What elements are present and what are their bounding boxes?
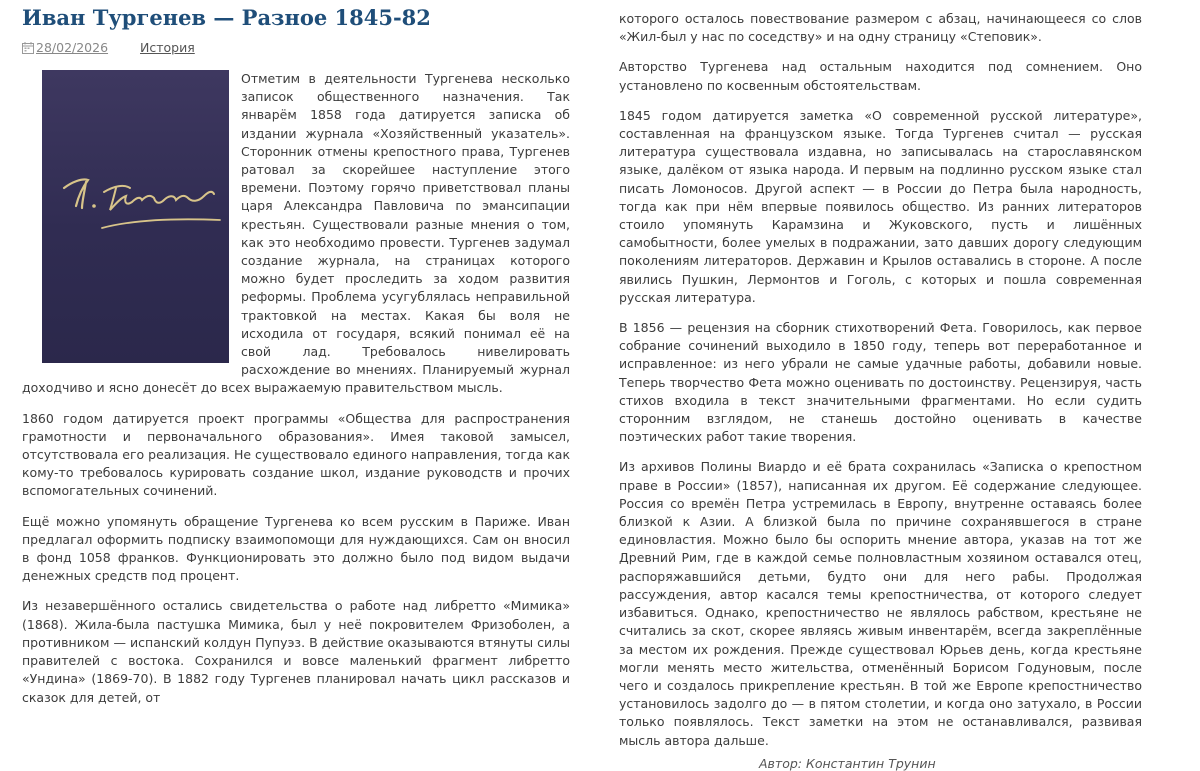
left-column [22,6,570,719]
book-cover-image [42,70,229,363]
paragraph: которого осталось повествование размером с абзац, начинающееся со слов «Жил-был у нас по соседству» и на одну страницу «Степовик». [619,11,1142,45]
paragraph: Из незавершённого остались свидетельства о работе над либретто «Мимика» (1868). Жила-была пастушка Мимика, был у неё покровителем Фризоболен, а противником — испанский колдун Пупуэз. В действие оказываются втянуты силы правителей с востока. Сохранился и вовсе маленький фрагмент либретто «Ундина» (1869-70). В 1882 году Тургенев планировал начать цикл рассказов и сказок для детей, от [22,598,570,705]
category-link[interactable]: История [140,40,195,55]
author-credit: Автор: Константин Трунин [759,755,936,771]
calendar-icon [22,42,34,58]
right-column [619,10,1142,771]
article-meta [22,40,570,58]
paragraph: 1845 годом датируется заметка «О современной русской литературе», составленная на французском языке. Тогда Тургенев считал — русская литература существовала издавна, но записывалась на старославянском языке, далёком от языка народа. И первым на подлинно русском языке стал писать Ломоносов. Другой аспект — в России до Петра была народность, тогда как при нём впервые появилось общество. Из ранних литераторов стоило упомянуть Карамзина и Жуковского, пусть и лишённых самобытности, более умелых в подражании, зато давших дорогу следующим поколениям литераторов. Державин и Крылов оставались в стороне. А после явились Пушкин, Лермонтов и Гоголь, с которых и пошла современная русская литература. [619,107,1142,305]
article-body-right [619,10,1142,750]
article-body-left [22,70,570,707]
paragraph: Отметим в деятельности Тургенева несколько записок общественного назначения. Так январём 1858 года датируется записка об издании журнала «Хозяйственный указатель». Сторонник отмены крепостного права, Тургенев ратовал за скорейшее наступление этого времени. Поэтому горячо приветствовал планы царя Александра Павловича по эмансипации крестьян. Существовали разные мнения о том, как это необходимо провести. Тургенев задумал создание журнала, на страницах которого можно будет проследить за ходом развития реформы. Проблема усугублялась неправильной трактовкой на местах. Какая бы воля не исходила от государя, всякий понимал её на свой лад. Требовалось нивелировать расхождение во мнениях. Планируемый журнал доходчиво и ясно донесёт до всех выражаемую правительством мысль. [22,71,570,396]
signature-icon [42,70,229,363]
paragraph: В 1856 — рецензия на сборник стихотворений Фета. Говорилось, как первое собрание сочинений выходило в 1850 году, теперь вот переработанное и исправленное: из него убрали не самые удачные работы, добавили новые. Теперь творчество Фета можно оценивать по достоинству. Рецензируя, часть стихов входила в текст значительными фрагментами. Но если судить сторонним взглядом, не станешь достойно оценивать в качестве поэтических работ такие творения. [619,320,1142,445]
paragraph: Ещё можно упомянуть обращение Тургенева ко всем русским в Париже. Иван предлагал оформить подписку взаимопомощи для нуждающихся. Сам он вносил в фонд 1058 франков. Функционировать это должно было под видом выдачи денежных средств под процент. [22,513,570,584]
paragraph: Авторство Тургенева над остальным находится под сомнением. Оно установлено по косвенным обстоятельствам. [619,59,1142,93]
article-date-link[interactable]: 28/02/2026 [36,40,109,55]
paragraph: Из архивов Полины Виардо и её брата сохранилась «Записка о крепостном праве в России» (1857), написанная их другом. Её содержание следующее. Россия со времён Петра устремилась в Европу, внутренне оставаясь более близкой к Азии. А близкой была по причине сохранявшегося в стране единовластия. Можно было бы оспорить мнение автора, указав на тот же Древний Рим, где в каждой семье полновластным хозяином оставался отец, распоряжавшийся детьми, будто они для него рабы. Продолжая рассуждения, автор касался темы крепостничества, от которого следует избавиться. Однако, крепостничество не являлось рабством, крестьяне не считались за скот, скорее являясь живым инвентарём, всегда закреплённые за местом их рождения. Прежде существовал Юрьев день, когда крестьяне могли менять место жительства, отменённый Борисом Годуновым, после чего и создалось прикрепление крестьян. В той же Европе крепостничество установилось задолго до — в пятом столетии, и когда оно затухало, в России только появлялось. Текст заметки на этом не останавливался, развивая мысль автора дальше. [619,459,1142,748]
paragraph: 1860 годом датируется проект программы «Общества для распространения грамотности и первоначального образования». Имея таковой замысел, отсутствовала его реализация. Не существовало единого направления, тогда как кому-то требовалось курировать создание школ, издание руководств и прочих вспомогательных сочинений. [22,410,570,499]
article-title: Иван Тургенев — Разное 1845-82 [22,5,431,30]
